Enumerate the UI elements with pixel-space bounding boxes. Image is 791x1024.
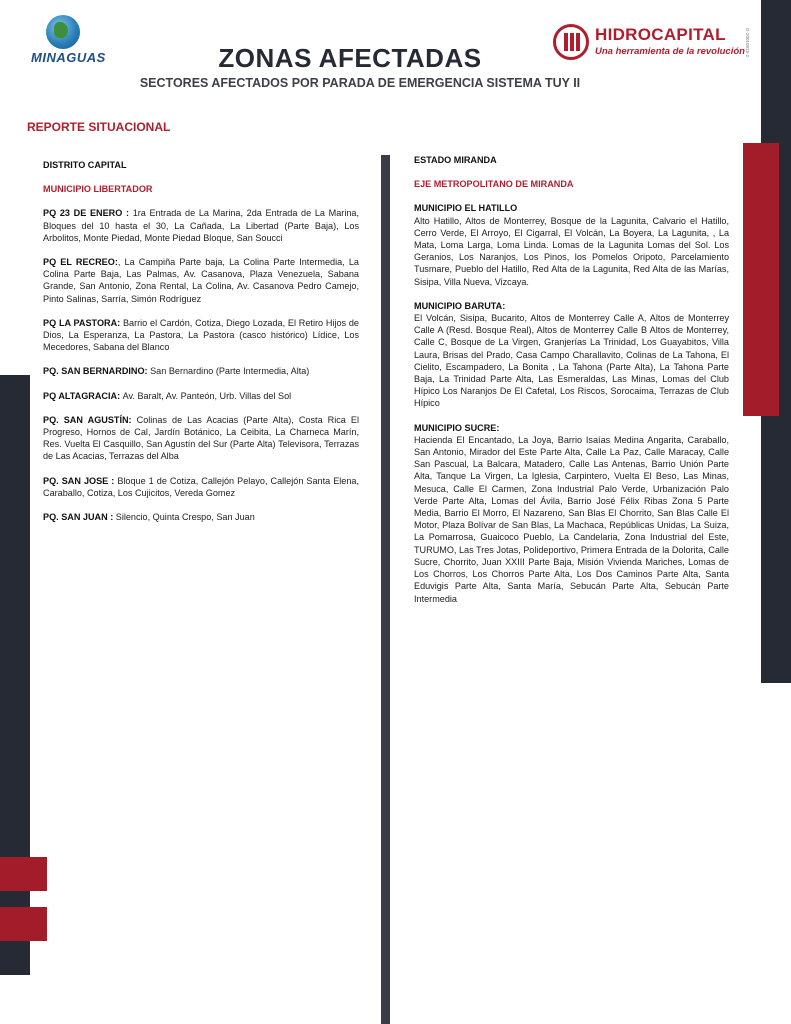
municipality-block (414, 202, 729, 287)
column-divider (381, 155, 390, 1024)
parish-sectors: San Bernardino (Parte Intermedia, Alta) (150, 366, 310, 377)
parish-name: PQ. SAN AGUSTÍN: (43, 414, 137, 425)
parish-block (43, 390, 359, 402)
parish-name: PQ. SAN JUAN : (43, 512, 116, 523)
decor-bar-left-red-1 (0, 857, 47, 891)
parish-block (43, 207, 359, 244)
parish-sectors: Av. Baralt, Av. Panteón, Urb. Villas del Sol (122, 390, 292, 401)
parish-sectors: Silencio, Quinta Crespo, San Juan (115, 512, 255, 523)
page-title: ZONAS AFECTADAS (218, 43, 482, 73)
parish-name: PQ LA PASTORA: (43, 317, 123, 328)
parish-name: PQ EL RECREO: (43, 257, 118, 268)
parish-block (43, 511, 359, 523)
hidrocapital-name: HIDROCAPITAL (595, 25, 726, 44)
report-label: REPORTE SITUACIONAL (27, 120, 171, 134)
parish-name: PQ 23 DE ENERO : (43, 208, 133, 219)
parish-block (43, 475, 359, 499)
parish-block (43, 256, 359, 305)
right-column (414, 154, 729, 617)
parish-name: PQ. SAN BERNARDINO: (43, 366, 151, 377)
district-heading: DISTRITO CAPITAL (43, 160, 127, 170)
decor-bar-right-red (743, 143, 779, 416)
parish-block (43, 414, 359, 463)
municipality-sectors: El Volcán, Sisipa, Bucarito, Altos de Monterrey Calle A, Altos de Monterrey Calle A (Resd. Bosque Real), Altos de Monterrey Calle B Altos de Monterrey, Calle C, Bosque de La Virgen, Granjerías La Trinidad, Los Guayabitos, Villa Laura, Brisas del Prado, Casa Campo Charallavito, Colinas de La Tahona, El Cielito, Escampadero, La Bonita , La Tahona (Parte Alta), La Tahona Parte Baja, La Trinidad Parte Alta, Las Esmeraldas, Las Minas, Lomas del Club Hípico Los Naranjos De El Cafetal, Los Riscos, Sorocaima, Terrazas de Club Hípico (414, 313, 729, 409)
municipality-heading: MUNICIPIO LIBERTADOR (43, 184, 153, 195)
minaguas-logo-text: MINAGUAS (31, 50, 106, 65)
axis-heading: EJE METROPOLITANO DE MIRANDA (414, 179, 574, 190)
municipality-block (414, 422, 729, 605)
page-subtitle: SECTORES AFECTADOS POR PARADA DE EMERGENCIA SISTEMA TUY II (139, 76, 581, 90)
municipality-name: MUNICIPIO EL HATILLO (414, 203, 518, 214)
parish-name: PQ. SAN JOSE : (43, 475, 118, 486)
hidrocapital-rif: G-20010915-2 (745, 28, 750, 58)
decor-bar-left-red-2 (0, 907, 47, 941)
municipality-sectors: Alto Hatillo, Altos de Monterrey, Bosque de la Lagunita, Calvario el Hatillo, Cerro Verde, El Arroyo, El Cigarral, El Volcán, La Boyera, La Lagunita, , La Mata, Loma Larga, Loma Linda. Lomas de la Lagunita Lomas del Sol. Los Geranios, Los Naranjos, Los Pinos, los Pomelos Oripoto, Parcelamiento Tusmare, Pueblo del Hatillo, Red Alta de la Lagunita, Red Alta de las Marías, Sisipa, Villa Nueva, Vizcaya. (414, 215, 729, 287)
parish-block (43, 365, 359, 377)
municipality-sectors: Hacienda El Encantado, La Joya, Barrio Isaías Medina Angarita, Caraballo, San Antonio, Mirador del Este Parte Alta, Calle La Paz, Calle Maracay, Calle San Pascual, La Balcara, Matadero, Calle Las Antenas, Barrio Unión Parte Alta, Tanque La Virgen, La Iglesia, Carpintero, Vuelta El Beso, Las Minas, Mesuca, Calle El Carmen, Zona Industrial Palo Verde, Urbanización Palo Verde Parte Alta, Lomas del Ávila, Barrio José Félix Ribas Zona 5 Parte Media, Barrio El Morro, El Nazareno, San Blas El Chorrito, San Blas Calle El Motor, Plaza Bolívar de San Blas, La Machaca, Repúblicas Unidas, La Suiza, La Pomarrosa, Guaicoco Pueblo, La Candelaria, Zona Industrial del Este, TURUMO, Las Tres Jotas, Polideportivo, Primera Entrada de la Dolorita, Calle Sucre, Chorrito, Juan XXIII Parte Baja, Misión Vivienda Mariches, Lomas de Los Chorros, Los Chorros Parte Alta, Los Dos Caminos Parte Alta, Santa Eduvigis Parte Alta, Santa María, Sebucán Parte Alta, Sebucán Parte Intermedia (414, 434, 729, 604)
parish-name: PQ ALTAGRACIA: (43, 390, 123, 401)
parish-sectors: , La Campiña Parte baja, La Colina Parte Intermedia, La Colina Parte Baja, Las Palmas, Av. Casanova, Plaza Venezuela, Sabana Grande, San Antonio, Zona Rental, La Colina, Av. Casanova Pedro Camejo, Pinto Salinas, Sarría, Simón Rodríguez (43, 257, 359, 304)
state-heading: ESTADO MIRANDA (414, 155, 497, 165)
parish-block (43, 317, 359, 354)
municipality-block (414, 300, 729, 410)
parish-sectors: Barrio el Cardón, Cotiza, Diego Lozada, El Retiro Hijos de Dios, La Esperanza, La Pastora, La Pastora (casco histórico) Lídice, Los Mecedores, Sabana del Blanco (43, 317, 359, 353)
parish-sectors: 1ra Entrada de La Marina, 2da Entrada de La Marina, Bloques del 10 hasta el 30, La Cañada, La Libertad (Parte Baja), Los Arbolitos, Monte Piedad, Monte Piedad Bloque, San Soucci (43, 208, 359, 243)
municipality-name: MUNICIPIO BARUTA: (414, 300, 506, 311)
municipality-name: MUNICIPIO SUCRE: (414, 422, 500, 433)
parish-sectors: Colinas de Las Acacias (Parte Alta), Costa Rica El Progreso, Hornos de Cal, Jardín Botánico, La Ceibita, La Charneca Marín, Res. Vuelta El Casquillo, San Agustín del Sur (Parte Alta) Televisora, Terrazas de Las Acacias, Terrazas del Alba (43, 414, 359, 462)
hidrocapital-slogan: Una herramienta de la revolución (595, 46, 745, 57)
left-column (43, 159, 359, 535)
parish-sectors: Bloque 1 de Cotiza, Callejón Pelayo, Callejón Santa Elena, Caraballo, Cotiza, Los Cujicitos, Vereda Gomez (43, 475, 359, 498)
